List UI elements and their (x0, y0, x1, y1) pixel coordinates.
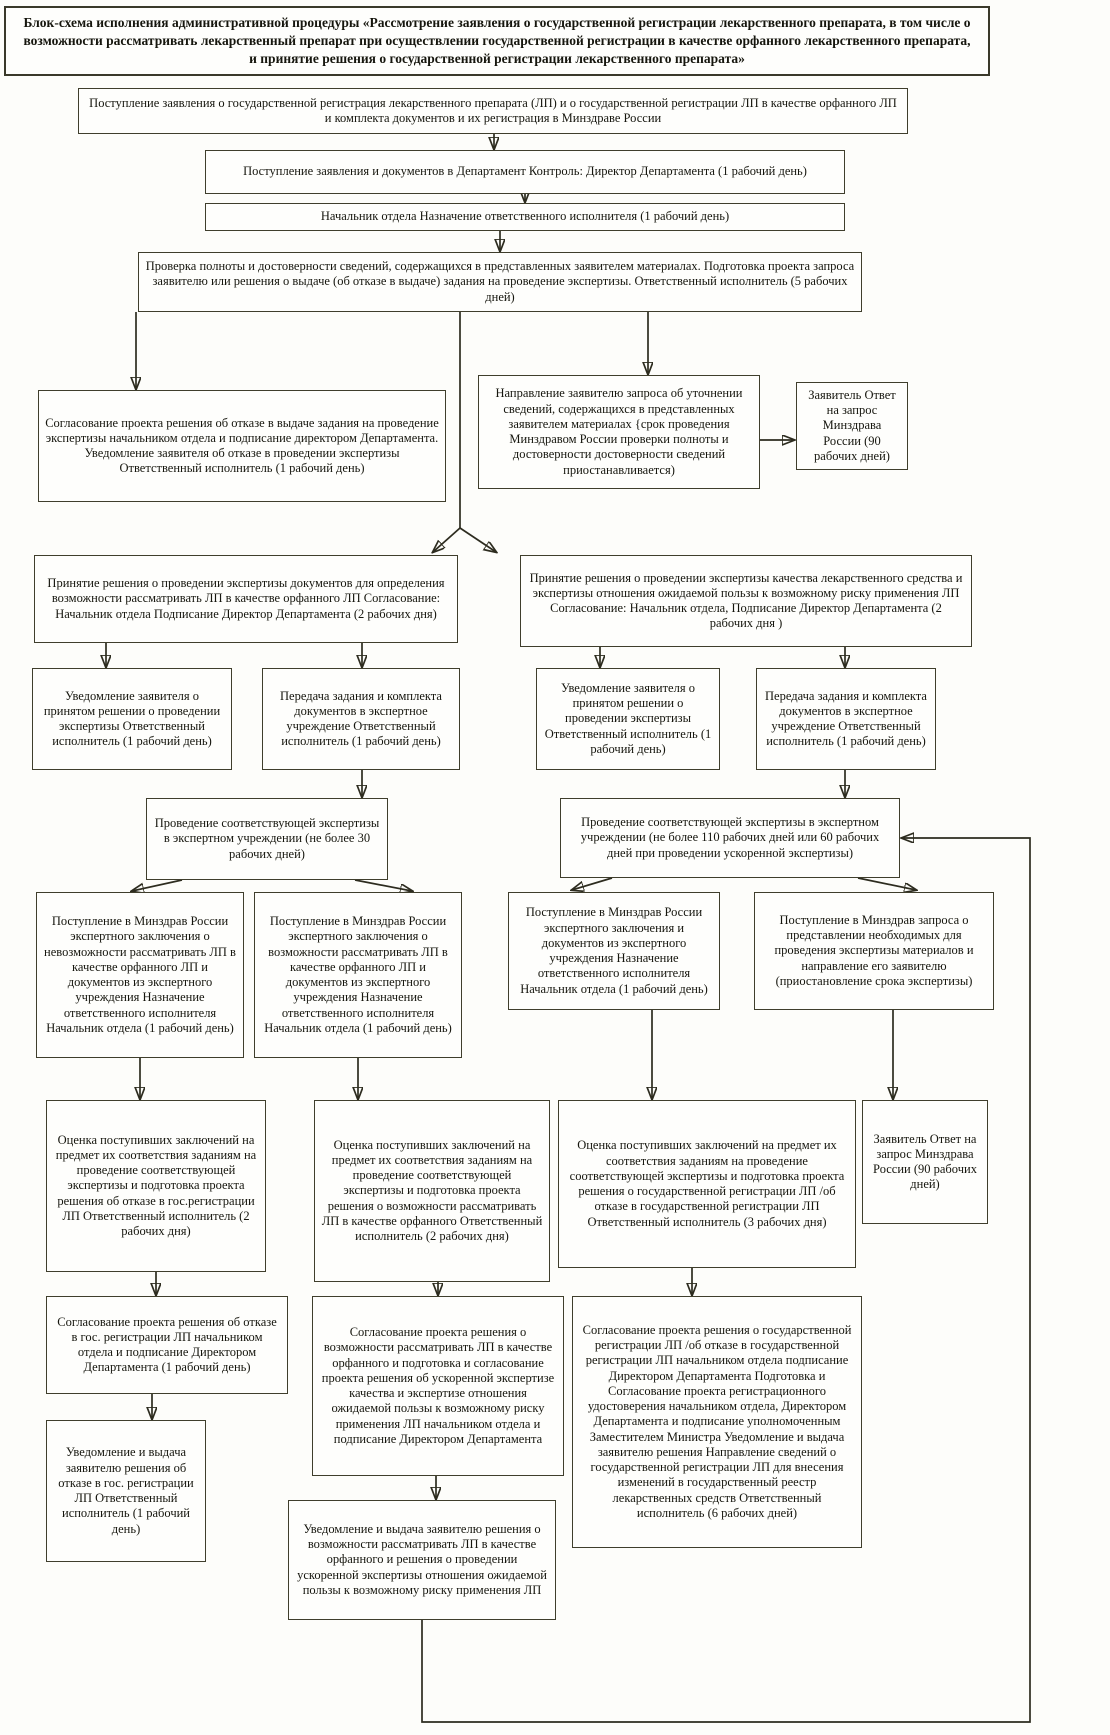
node-refusal-task-agreement: Согласование проекта решения об отказе в выдаче задания на проведение экспертизы начальником отдела и подписание директором Департамента. Уведомление заявителя об отказе в проведении экспертизы Ответственный исполнитель (1 рабочий день) (38, 390, 446, 502)
node-decision-quality-expertise: Принятие решения о проведении экспертизы качества лекарственного средства и экспертизы отношения ожидаемой пользы к возможному риску применения ЛП Согласование: Начальник отдела, Подписание Директор Департамента (2 рабочих дня ) (520, 555, 972, 647)
node-conclusion-docs: Поступление в Минздрав России экспертного заключения и документов из экспертного учреждения Назначение ответственного исполнителя Начальник отдела (1 рабочий день) (508, 892, 720, 1010)
node-expertise-110-days: Проведение соответствующей экспертизы в экспертном учреждении (не более 110 рабочих дней или 60 рабочих дней при проведении ускоренной экспертизы) (560, 798, 900, 878)
node-applicant-response-top: Заявитель Ответ на запрос Минздрава России (90 рабочих дней) (796, 382, 908, 470)
connector-expertise110-docs (572, 878, 612, 890)
node-notify-orphan: Уведомление и выдача заявителю решения о возможности рассматривать ЛП в качестве орфанного и решения о проведении ускоренной экспертизы отношения ожидаемой пользы к возможному риску применения ЛП (288, 1500, 556, 1620)
node-expertise-30-days: Проведение соответствующей экспертизы в экспертном учреждении (не более 30 рабочих дней) (146, 798, 388, 880)
node-transfer-task-left: Передача задания и комплекта документов в экспертное учреждение Ответственный исполнитель (1 рабочий день) (262, 668, 460, 770)
node-notify-refusal: Уведомление и выдача заявителю решения об отказе в гос. регистрации ЛП Ответственный исполнитель (1 рабочий день) (46, 1420, 206, 1562)
node-evaluation-refusal: Оценка поступивших заключений на предмет их соответствия заданиям на проведение соответствующей экспертизы и подготовка проекта решения об отказе в гос.регистрации ЛП Ответственный исполнитель (2 рабочих дня) (46, 1100, 266, 1272)
node-evaluation-registration: Оценка поступивших заключений на предмет их соответствия заданиям на проведение соответствующей экспертизы и подготовка проекта решения о государственной регистрации ЛП /об отказе в государственной регистрации ЛП Ответственный исполнитель (3 рабочих дня) (558, 1100, 856, 1268)
node-agreement-orphan: Согласование проекта решения о возможности рассматривать ЛП в качестве орфанного и подготовка и согласование проекта решения об ускоренной экспертизе качества и экспертизе отношения ожидаемой пользы к возможному риску применения ЛП начальником отдела и подписание Директором Департамента (312, 1296, 564, 1476)
node-clarification-request: Направление заявителю запроса об уточнении сведений, содержащихся в представленных заявителем материалах {срок проведения Минздравом России проверки полноты и достоверности достоверности сведений приостанавливается) (478, 375, 760, 489)
node-decision-orphan-expertise: Принятие решения о проведении экспертизы документов для определения возможности рассматривать ЛП в качестве орфанного ЛП Согласование: Начальник отдела Подписание Директор Департамента (2 рабочих дня) (34, 555, 458, 643)
node-completeness-check: Проверка полноты и достоверности сведений, содержащихся в представленных заявителем материалах. Подготовка проекта запроса заявителю или решения о выдаче (об отказе в выдаче) задания на проведение экспертизы. Ответственный исполнитель (5 рабочих дней) (138, 252, 862, 312)
diagram-title: Блок-схема исполнения административной процедуры «Рассмотрение заявления о государственной регистрации лекарственного препарата, в том числе о возможности рассматривать лекарственный препарат при осуществлении государственной регистрации в качестве орфанного лекарственного препарата, и принятие решения о государственной регистрации лекарственного препарата» (4, 6, 990, 76)
node-conclusion-possible: Поступление в Минздрав России экспертного заключения о возможности рассматривать ЛП в качестве орфанного ЛП и документов из экспертного учреждения Назначение ответственного исполнителя Начальник отдела (1 рабочий день) (254, 892, 462, 1058)
node-agreement-registration: Согласование проекта решения о государственной регистрации ЛП /об отказе в государственной регистрации ЛП начальником отдела подписание Директором Департамента Подготовка и Согласование проекта регистрационного удостоверения начальником отдела, Директором Департамента и подписание уполномоченным Заместителем Министра Уведомление и выдача заявителю решения Направление сведений о государственной регистрации ЛП для внесения изменений в государственный реестр лекарственных средств Ответственный исполнитель (6 рабочих дней) (572, 1296, 862, 1548)
node-application-received: Поступление заявления о государственной регистрация лекарственного препарата (ЛП) и о государственной регистрации ЛП в качестве орфанного ЛП и комплекта документов и их регистрация в Минздраве России (78, 88, 908, 134)
node-evaluation-orphan: Оценка поступивших заключений на предмет их соответствия заданиям на проведение соответствующей экспертизы и подготовка проекта решения о возможности рассматривать ЛП в качестве орфанного Ответственный исполнитель (2 рабочих дня) (314, 1100, 550, 1282)
node-transfer-task-right: Передача задания и комплекта документов в экспертное учреждение Ответственный исполнитель (1 рабочий день) (756, 668, 936, 770)
node-conclusion-impossible: Поступление в Минздрав России экспертного заключения о невозможности рассматривать ЛП в качестве орфанного ЛП и документов из экспертного учреждения Назначение ответственного исполнителя Начальник отдела (1 рабочий день) (36, 892, 244, 1058)
node-department-intake: Поступление заявления и документов в Департамент Контроль: Директор Департамента (1 рабочий день) (205, 150, 845, 194)
node-notify-decision-right: Уведомление заявителя о принятом решении о проведении экспертизы Ответственный исполнитель (1 рабочий день) (536, 668, 720, 770)
node-applicant-response-bottom: Заявитель Ответ на запрос Минздрава России (90 рабочих дней) (862, 1100, 988, 1224)
connector-junction-quality-decision (460, 528, 496, 552)
connector-expertise30-impossible (132, 880, 182, 891)
node-request-materials: Поступление в Минздрав запроса о представлении необходимых для проведения экспертизы материалов и направление его заявителю (приостановление срока экспертизы) (754, 892, 994, 1010)
connector-expertise30-possible (355, 880, 412, 891)
node-notify-decision-left: Уведомление заявителя о принятом решении о проведении экспертизы Ответственный исполнитель (1 рабочий день) (32, 668, 232, 770)
node-agreement-refusal: Согласование проекта решения об отказе в гос. регистрации ЛП начальником отдела и подписание Директором Департамента (1 рабочий день) (46, 1296, 288, 1394)
connector-junction-orphan-decision (433, 528, 460, 552)
node-assign-executor: Начальник отдела Назначение ответственного исполнителя (1 рабочий день) (205, 203, 845, 231)
connector-expertise110-request (858, 878, 916, 890)
